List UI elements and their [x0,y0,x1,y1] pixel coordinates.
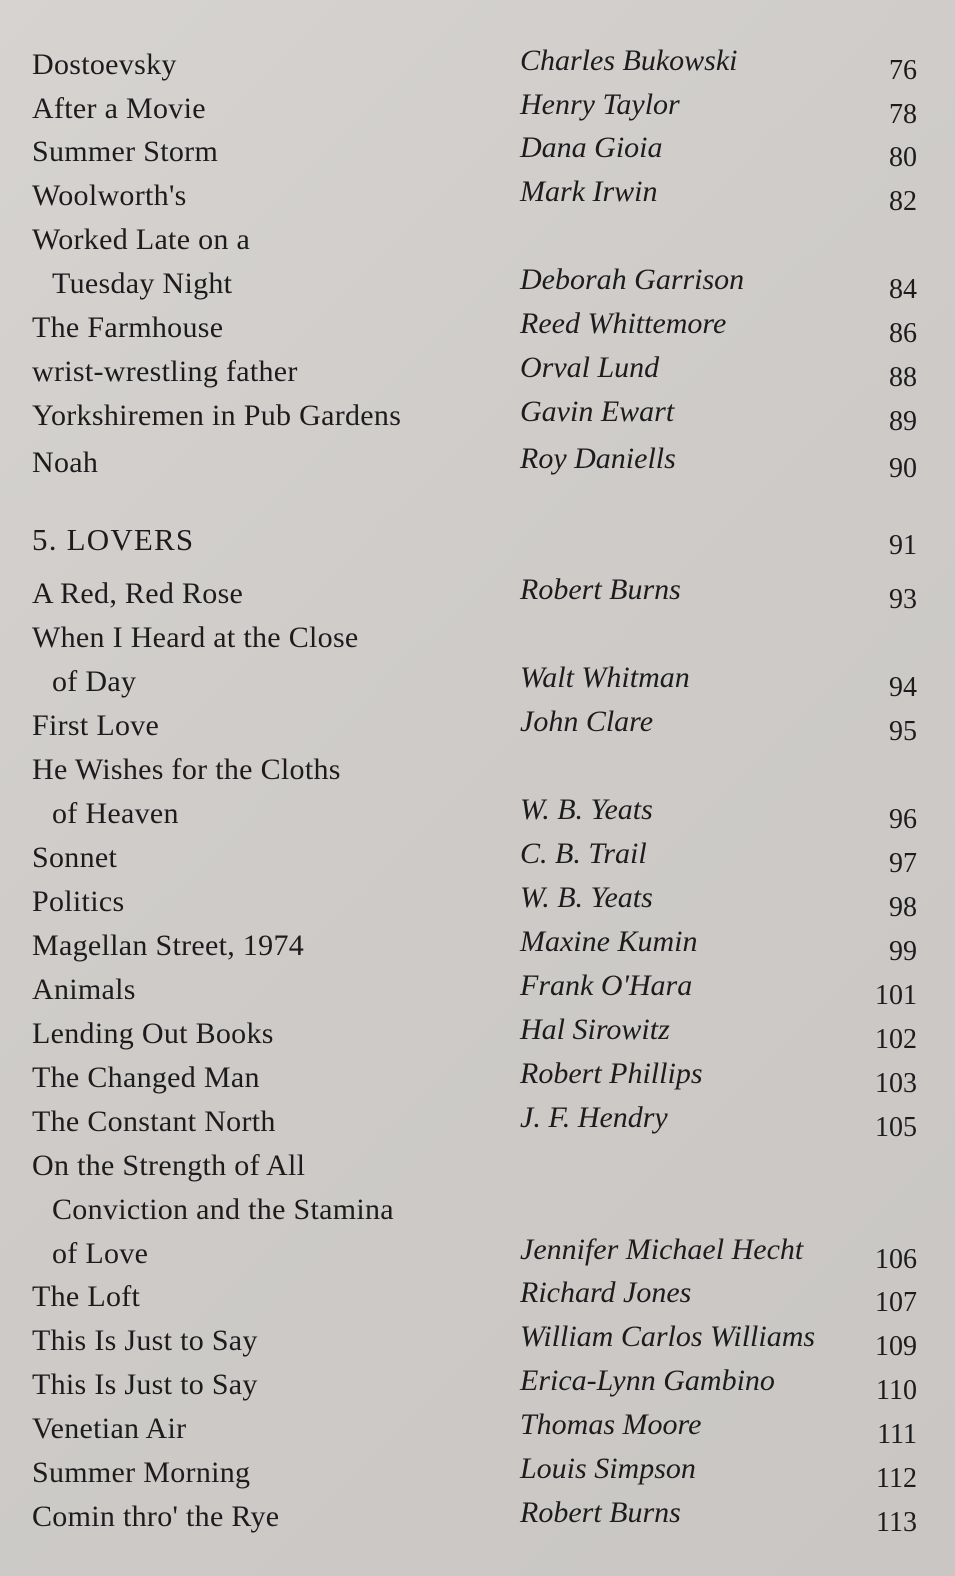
page-number: 102 [875,1024,917,1055]
poet-name: Reed Whittemore [520,307,727,340]
page-number: 111 [877,1419,917,1450]
poem-title: Lending Out Books [32,1017,274,1050]
poem-title-continued: of Love [52,1237,149,1270]
poet-name: Jennifer Michael Hecht [520,1233,804,1266]
poem-title: Yorkshiremen in Pub Gardens [32,399,402,432]
poem-title: wrist-wrestling father [32,355,298,388]
page-number: 98 [889,892,917,923]
page-number: 101 [875,980,917,1011]
poet-name: Henry Taylor [520,88,680,121]
poet-name: Mark Irwin [520,175,658,208]
page-number: 107 [875,1287,917,1318]
toc-entry [0,89,955,133]
toc-entry [0,443,955,487]
poem-title: This Is Just to Say [32,1368,258,1401]
toc-entry-continued [0,662,955,706]
poet-name: W. B. Yeats [520,881,653,914]
page-number: 86 [889,318,917,349]
toc-entry [0,1146,955,1190]
toc-entry [0,45,955,89]
poem-title: A Red, Red Rose [32,577,244,610]
toc-entry-continued [0,1190,955,1234]
poet-name: Charles Bukowski [520,44,738,77]
toc-entry [0,396,955,440]
page-number: 94 [889,672,917,703]
page-number: 95 [889,716,917,747]
poet-name: Gavin Ewart [520,395,675,428]
poem-title: The Loft [32,1280,141,1313]
poem-title: This Is Just to Say [32,1324,258,1357]
toc-entry [0,1058,955,1102]
poem-title: The Constant North [32,1105,276,1138]
poem-title: Animals [32,973,136,1006]
poet-name: Robert Phillips [520,1057,703,1090]
poet-name: Louis Simpson [520,1452,696,1485]
poet-name: J. F. Hendry [520,1101,668,1134]
toc-entry [0,574,955,618]
section-title: 5. LOVERS [32,522,195,557]
toc-entry [0,176,955,220]
poem-title-continued: of Heaven [52,797,179,830]
page-number: 112 [876,1463,917,1494]
poem-title: After a Movie [32,92,206,125]
poem-title: The Changed Man [32,1061,260,1094]
poem-title: Venetian Air [32,1412,187,1445]
poem-title: Dostoevsky [32,48,177,81]
toc-entry [0,926,955,970]
poem-title: On the Strength of All [32,1149,306,1182]
poem-title: First Love [32,709,160,742]
toc-entry [0,132,955,176]
toc-entry [0,618,955,662]
poet-name: Frank O'Hara [520,969,693,1002]
poem-title-continued: Tuesday Night [52,267,233,300]
toc-entry [0,220,955,264]
toc-entry [0,838,955,882]
poet-name: Roy Daniells [520,442,676,475]
poem-title: Noah [32,446,99,479]
toc-entry [0,706,955,750]
poet-name: John Clare [520,705,654,738]
page-number: 103 [875,1068,917,1099]
page-number: 96 [889,804,917,835]
section-heading [0,520,955,564]
page-number: 113 [876,1507,917,1538]
poem-title: Summer Morning [32,1456,251,1489]
toc-entry-continued [0,1234,955,1278]
toc-entry [0,1102,955,1146]
toc-entry [0,750,955,794]
poet-name: Richard Jones [520,1276,692,1309]
poem-title: Woolworth's [32,179,187,212]
toc-entry [0,308,955,352]
poem-title-continued: of Day [52,665,137,698]
toc-entry [0,1409,955,1453]
poet-name: W. B. Yeats [520,793,653,826]
page-number: 82 [889,186,917,217]
poet-name: Walt Whitman [520,661,690,694]
toc-entry [0,1497,955,1541]
toc-entry [0,1453,955,1497]
page-number: 76 [889,55,917,86]
poet-name: William Carlos Williams [520,1320,816,1353]
poem-title-continued: Conviction and the Stamina [52,1193,394,1226]
toc-entry [0,352,955,396]
poet-name: Robert Burns [520,573,681,606]
toc-entry [0,1014,955,1058]
page-number: 106 [875,1244,917,1275]
poem-title: Magellan Street, 1974 [32,929,305,962]
page-number: 99 [889,936,917,967]
page-number: 78 [889,99,917,130]
poem-title: When I Heard at the Close [32,621,359,654]
page-number: 80 [889,142,917,173]
poet-name: Hal Sirowitz [520,1013,670,1046]
poem-title: Worked Late on a [32,223,251,256]
toc-entry [0,882,955,926]
page-number: 90 [889,453,917,484]
toc-entry [0,1321,955,1365]
poet-name: Maxine Kumin [520,925,698,958]
poet-name: Orval Lund [520,351,660,384]
poem-title: Politics [32,885,125,918]
poet-name: C. B. Trail [520,837,647,870]
toc-entry [0,1277,955,1321]
page-number: 93 [889,584,917,615]
toc-entry-continued [0,264,955,308]
page-number: 109 [875,1331,917,1362]
page-number: 84 [889,274,917,305]
page-number: 97 [889,848,917,879]
poem-title: The Farmhouse [32,311,224,344]
poem-title: Summer Storm [32,135,219,168]
poet-name: Robert Burns [520,1496,681,1529]
poet-name: Dana Gioia [520,131,663,164]
poet-name: Deborah Garrison [520,263,745,296]
page-number: 110 [876,1375,917,1406]
poet-name: Thomas Moore [520,1408,702,1441]
page-number: 105 [875,1112,917,1143]
page-number: 88 [889,362,917,393]
toc-entry [0,970,955,1014]
poem-title: Comin thro' the Rye [32,1500,280,1533]
poet-name: Erica-Lynn Gambino [520,1364,775,1397]
poem-title: He Wishes for the Cloths [32,753,341,786]
poem-title: Sonnet [32,841,118,874]
page-number: 89 [889,406,917,437]
toc-entry-continued [0,794,955,838]
section-page-number: 91 [889,530,917,561]
toc-entry [0,1365,955,1409]
